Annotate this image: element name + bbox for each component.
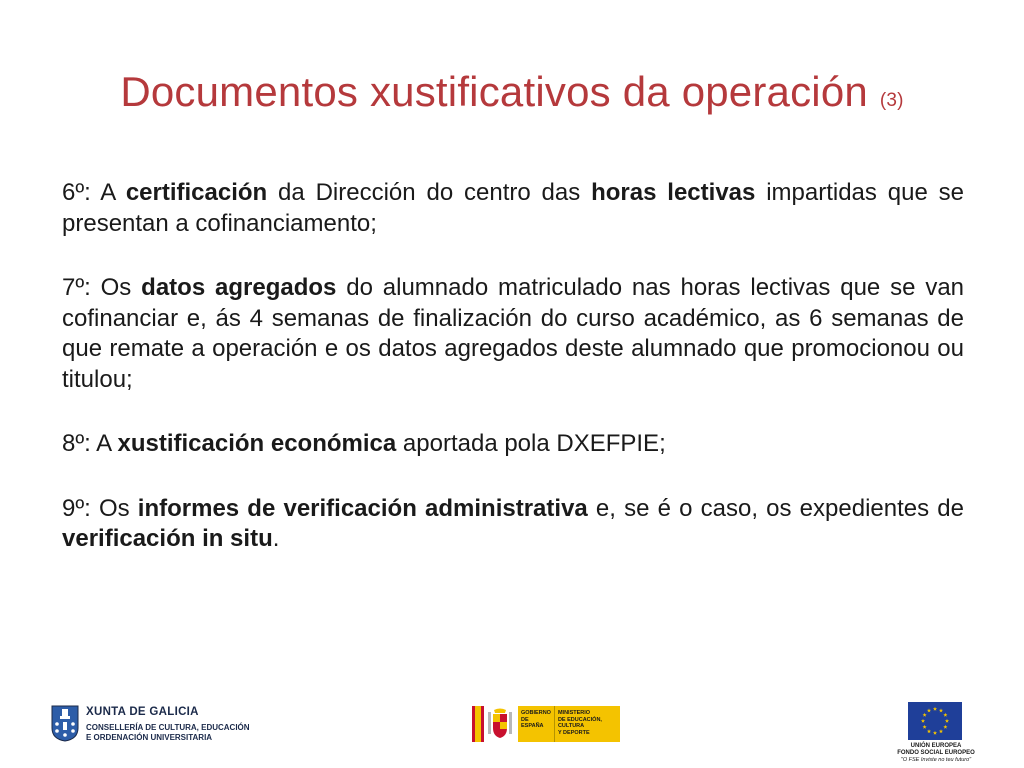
bold-phrase: horas lectivas bbox=[591, 179, 756, 206]
slide-body bbox=[62, 178, 964, 589]
bold-phrase: datos agregados bbox=[141, 274, 337, 301]
galicia-coat-of-arms-icon bbox=[50, 704, 80, 742]
text-run: e, se é o caso, os expedientes de bbox=[587, 494, 964, 522]
text-run: 9º: Os bbox=[62, 494, 138, 522]
eu-name-line2: FONDO SOCIAL EUROPEO bbox=[897, 750, 975, 756]
ministry-box bbox=[518, 706, 620, 742]
slide-title-text: Documentos xustificativos da operación bbox=[120, 68, 868, 115]
gobierno-line2: DE ESPAÑA bbox=[521, 716, 544, 729]
text-run: 8º: A bbox=[62, 430, 118, 457]
gobierno-logo bbox=[472, 706, 620, 742]
ministry-text bbox=[555, 706, 620, 742]
eu-name bbox=[872, 743, 1000, 757]
text-run: impartidas que se presentan a cofinanciamento; bbox=[62, 179, 964, 237]
slide-title-suffix: (3) bbox=[879, 90, 904, 111]
xunta-dept-line1: CONSELLERÍA DE CULTURA, EDUCACIÓN bbox=[86, 723, 250, 732]
xunta-department bbox=[86, 723, 250, 742]
ministry-line1: MINISTERIO bbox=[557, 710, 591, 716]
bold-phrase: informes de verificación administrativa bbox=[137, 494, 588, 522]
paragraph-6 bbox=[62, 178, 964, 239]
gobierno-line1: GOBIERNO bbox=[521, 710, 551, 716]
text-run: aportada pola DXEFPIE; bbox=[396, 430, 666, 457]
ministry-line2: DE EDUCACIÓN, CULTURA bbox=[557, 716, 602, 729]
spain-coat-of-arms-icon bbox=[486, 708, 514, 740]
xunta-dept-line2: E ORDENACIÓN UNIVERSITARIA bbox=[86, 732, 213, 742]
text-run: 6º: A bbox=[62, 179, 126, 206]
text-run: . bbox=[272, 525, 280, 552]
text-run: da Dirección do centro das bbox=[267, 179, 592, 206]
paragraph-7 bbox=[62, 273, 964, 395]
eu-motto: "O FSE Inviste no teu futuro" bbox=[900, 757, 972, 763]
paragraph-9 bbox=[62, 494, 964, 555]
bold-phrase: verificación in situ bbox=[62, 525, 273, 552]
eu-logo bbox=[872, 702, 982, 766]
gobierno-text bbox=[518, 706, 555, 742]
eu-name-line1: UNIÓN EUROPEA bbox=[910, 743, 962, 749]
text-run: do alumnado matriculado nas horas lectivas que se van cofinanciar e, ás 4 semanas de finalización do curso académico, as 6 semanas de que remate a operación e os datos agregados deste alumnado que promocionou ou titulou; bbox=[62, 274, 965, 393]
ministry-line3: Y DEPORTE bbox=[557, 729, 590, 736]
paragraph-8 bbox=[62, 429, 964, 460]
eu-flag-icon bbox=[908, 702, 962, 740]
spain-flag-icon bbox=[472, 706, 484, 742]
xunta-logo bbox=[50, 704, 270, 744]
text-run: 7º: Os bbox=[62, 274, 142, 301]
xunta-name: XUNTA DE GALICIA bbox=[86, 706, 199, 718]
bold-phrase: xustificación económica bbox=[117, 430, 397, 457]
bold-phrase: certificación bbox=[125, 179, 268, 206]
footer-logos bbox=[0, 690, 1024, 768]
slide-title bbox=[0, 68, 1024, 116]
